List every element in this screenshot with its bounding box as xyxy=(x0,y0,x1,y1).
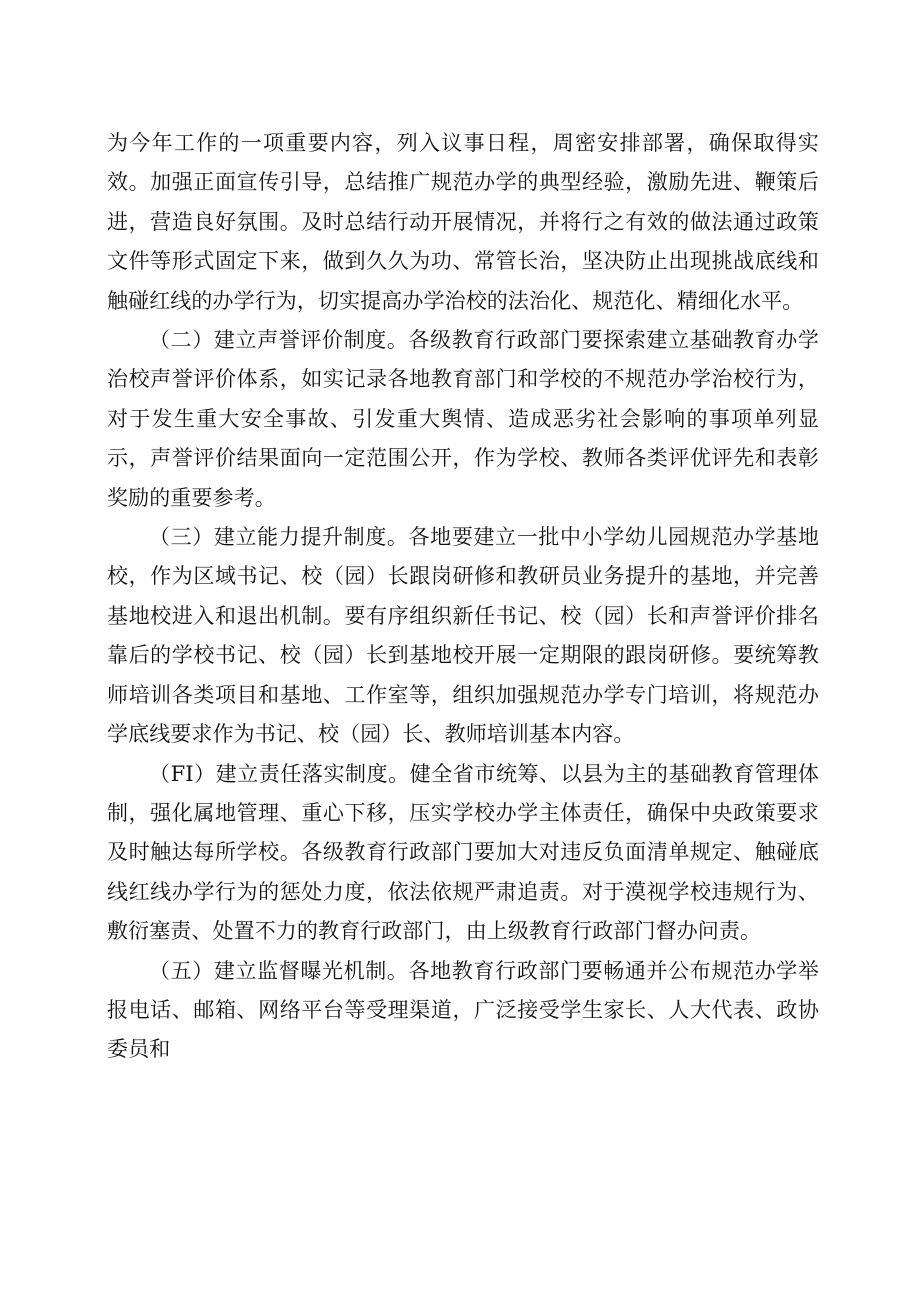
document-body xyxy=(107,124,819,1070)
paragraph-reputation-evaluation: （二）建立声誉评价制度。各级教育行政部门要探索建立基础教育办学治校声誉评价体系，如实记录各地教育部门和学校的不规范办学治校行为，对于发生重大安全事故、引发重大舆情、造成恶劣社会影响的事项单列显示，声誉评价结果面向一定范围公开，作为学校、教师各类评优评先和表彰奖励的重要参考。 xyxy=(107,328,819,510)
paragraph-continuation: 为今年工作的一项重要内容，列入议事日程，周密安排部署，确保取得实效。加强正面宣传引导，总结推广规范办学的典型经验，激励先进、鞭策后进，营造良好氛围。及时总结行动开展情况，并将行之有效的做法通过政策文件等形式固定下来，做到久久为功、常管长治，坚决防止出现挑战底线和触碰红线的办学行为，切实提高办学治校的法治化、规范化、精细化水平。 xyxy=(107,131,819,313)
paragraph-responsibility: （FI）建立责任落实制度。健全省市统筹、以县为主的基础教育管理体制，强化属地管理、重心下移，压实学校办学主体责任，确保中央政策要求及时触达每所学校。各级教育行政部门要加大对违反负面清单规定、触碰底线红线办学行为的惩处力度，依法依规严肃追责。对于漠视学校违规行为、敷衍塞责、处置不力的教育行政部门，由上级教育行政部门督办问责。 xyxy=(107,761,819,944)
paragraph-capacity-improvement: （三）建立能力提升制度。各地要建立一批中小学幼儿园规范办学基地校，作为区域书记、校（园）长跟岗研修和教研员业务提升的基地，并完善基地校进入和退出机制。要有序组织新任书记、校（园）长和声誉评价排名靠后的学校书记、校（园）长到基地校开展一定期限的跟岗研修。要统筹教师培训各类项目和基地、工作室等，组织加强规范办学专门培训，将规范办学底线要求作为书记、校（园）长、教师培训基本内容。 xyxy=(107,525,819,747)
paragraph-supervision-exposure: （五）建立监督曝光机制。各地教育行政部门要畅通并公布规范办学举报电话、邮箱、网络平台等受理渠道，广泛接受学生家长、人大代表、政协委员和 xyxy=(107,958,819,1062)
